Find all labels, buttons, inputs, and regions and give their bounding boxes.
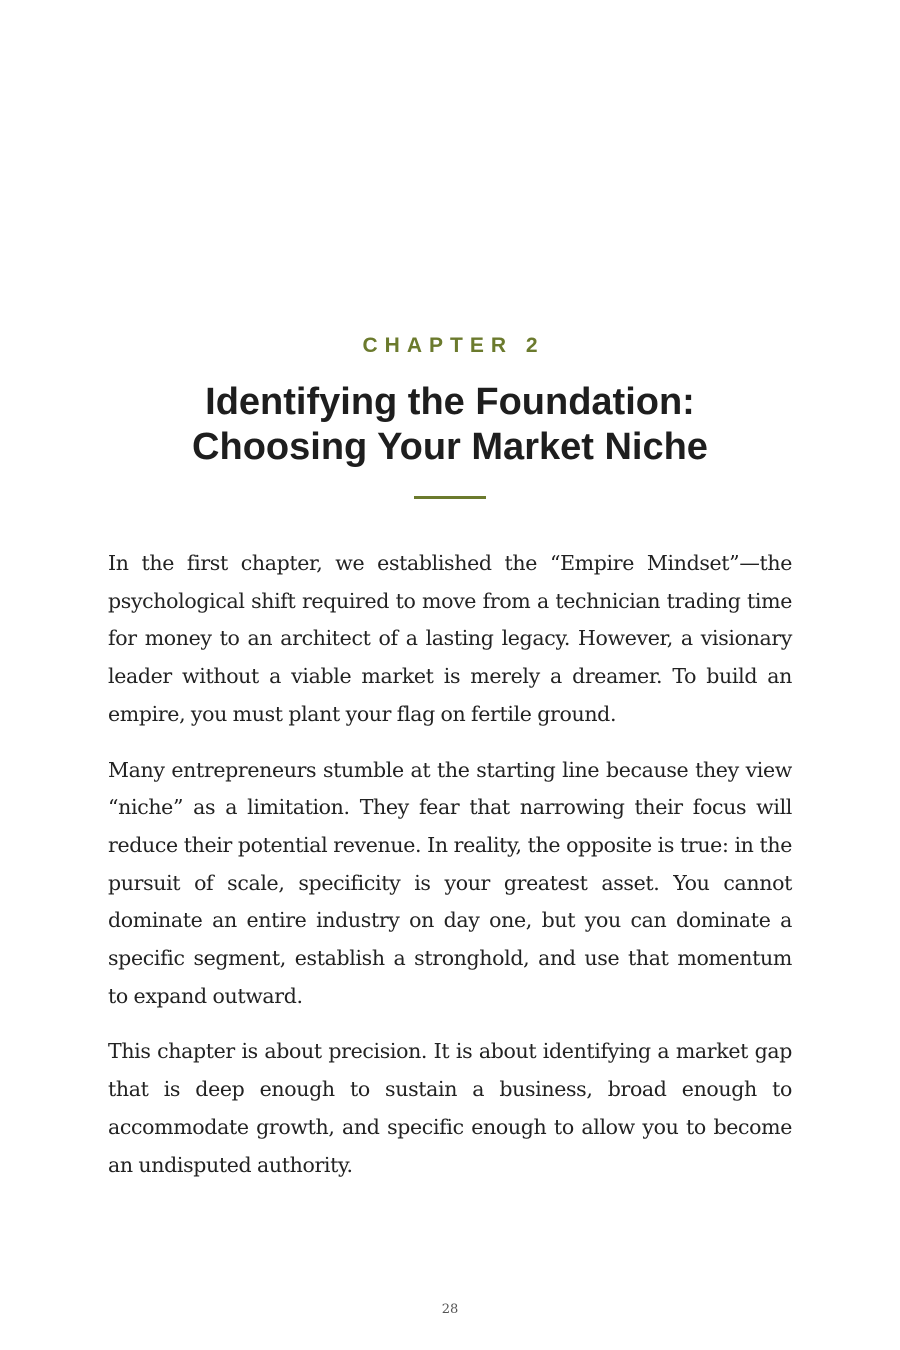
chapter-title-line-2: Choosing Your Market Niche (192, 426, 708, 468)
body-paragraph: Many entrepreneurs stumble at the starting line because they view “niche” as a limitation. They fear that narrowing their focus will reduce their potential revenue. In reality, the opposite is true: in the pursuit of scale, specificity is your greatest asset. You cannot dominate an entire industry on day one, but you can dominate a specific segment, establish a stronghold, and use that momentum to expand outward. (108, 757, 792, 1008)
body-paragraph: In the first chapter, we established the “Empire Mindset”—the psychological shift required to move from a technician trading time for money to an architect of a lasting legacy. However, a visionary leader without a viable market is merely a dreamer. To build an empire, you must plant your flag on fertile ground. (108, 551, 792, 726)
chapter-label: CHAPTER 2 (362, 334, 545, 357)
chapter-title-line-1: Identifying the Foundation: (205, 381, 695, 423)
title-divider (414, 496, 486, 499)
chapter-body (108, 545, 792, 1202)
page-number: 28 (441, 1302, 459, 1317)
body-paragraph: This chapter is about precision. It is about identifying a market gap that is deep enough to sustain a business, broad enough to accommodate growth, and specific enough to allow you to become an undisputed authority. (108, 1039, 792, 1177)
chapter-title (0, 380, 900, 470)
